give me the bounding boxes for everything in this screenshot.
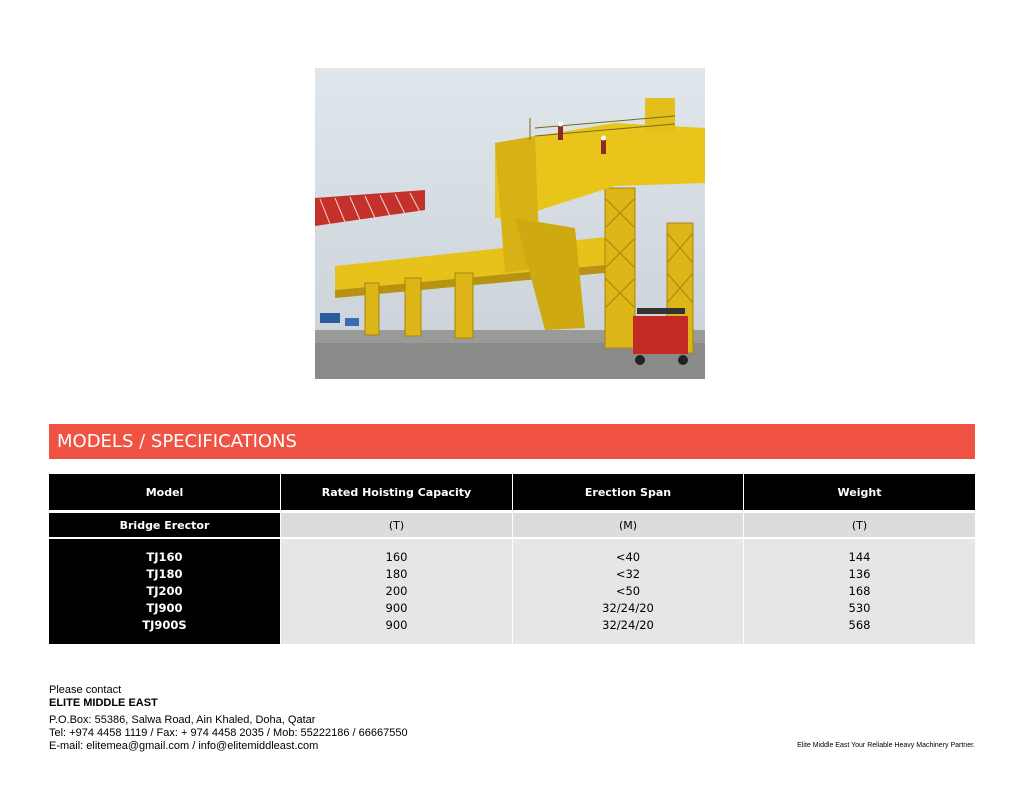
model-cell: TJ900S	[142, 618, 187, 632]
model-cell: TJ200	[146, 584, 183, 598]
contact-intro: Please contact	[49, 684, 122, 696]
span-cell: <50	[615, 584, 641, 598]
header-capacity: Rated Hoisting Capacity	[281, 474, 512, 510]
span-cell: <40	[615, 550, 641, 564]
model-cell: TJ900	[146, 601, 183, 615]
section-banner	[49, 424, 975, 459]
span-cell: 32/24/20	[602, 601, 654, 615]
unit-capacity: (T)	[281, 513, 512, 537]
model-column	[49, 539, 280, 644]
contact-email[interactable]: E-mail: elitemea@gmail.com / info@elitemiddleast.com	[49, 740, 319, 752]
tagline: Elite Middle East Your Reliable Heavy Machinery Partner.	[797, 742, 975, 749]
header-model: Model	[49, 474, 280, 510]
contact-block	[49, 684, 408, 753]
span-column	[513, 539, 743, 644]
capacity-column	[281, 539, 512, 644]
capacity-cell: 200	[385, 584, 408, 598]
span-cell: <32	[615, 567, 641, 581]
weight-cell: 144	[848, 550, 871, 564]
model-cell: TJ180	[146, 567, 183, 581]
capacity-cell: 180	[385, 567, 408, 581]
subheader-category: Bridge Erector	[49, 513, 280, 537]
span-cell: 32/24/20	[602, 618, 654, 632]
capacity-cell: 900	[385, 618, 408, 632]
product-photo	[315, 68, 705, 379]
weight-cell: 530	[848, 601, 871, 615]
model-cell: TJ160	[146, 550, 183, 564]
company-name: ELITE MIDDLE EAST	[49, 697, 158, 709]
capacity-cell: 160	[385, 550, 408, 564]
weight-cell: 568	[848, 618, 871, 632]
weight-cell: 168	[848, 584, 871, 598]
unit-span: (M)	[513, 513, 743, 537]
header-weight: Weight	[744, 474, 975, 510]
capacity-cell: 900	[385, 601, 408, 615]
unit-weight: (T)	[744, 513, 975, 537]
section-title: MODELS / SPECIFICATIONS	[57, 431, 297, 452]
contact-phones: Tel: +974 4458 1119 / Fax: + 974 4458 2035 / Mob: 55222186 / 66667550	[49, 727, 408, 739]
contact-address: P.O.Box: 55386, Salwa Road, Ain Khaled, Doha, Qatar	[49, 714, 316, 726]
weight-column	[744, 539, 975, 644]
weight-cell: 136	[848, 567, 871, 581]
header-span: Erection Span	[513, 474, 743, 510]
